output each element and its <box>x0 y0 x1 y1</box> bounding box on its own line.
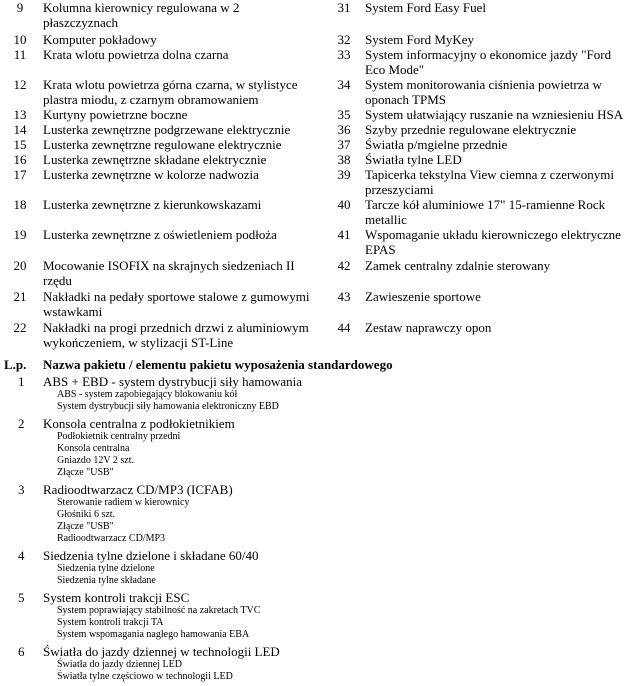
equipment-row-text <box>43 289 324 319</box>
equipment-row-line: Komputer pokładowy <box>43 32 157 47</box>
equipment-row-number: 22 <box>13 320 27 335</box>
equipment-row-text <box>365 47 632 77</box>
package-name-column-header: Nazwa pakietu / elementu pakietu wyposażenia standardowego <box>43 357 393 372</box>
equipment-row-number: 33 <box>337 47 351 62</box>
equipment-row-text <box>365 0 632 15</box>
package-entry <box>0 482 636 545</box>
equipment-row-number: 38 <box>337 152 351 167</box>
equipment-row-number: 17 <box>13 167 27 182</box>
equipment-row-number: 21 <box>13 289 27 304</box>
equipment-row-line: wstawkami <box>43 304 103 319</box>
equipment-row-line: plastra miodu, z czarnym obramowaniem <box>43 92 259 107</box>
equipment-row-line: oponach TPMS <box>365 92 447 107</box>
package-title: Radioodtwarzacz CD/MP3 (ICFAB) <box>43 482 233 497</box>
package-item: System poprawiający stabilność na zakretach TVC <box>57 605 261 616</box>
package-item: Konsola centralna <box>57 443 130 454</box>
equipment-row-text <box>43 47 324 62</box>
equipment-row-line: Wspomaganie układu kierowniczego elektryczne <box>365 227 621 242</box>
equipment-row-line: metallic <box>365 212 407 227</box>
equipment-row-line: Zamek centralny zdalnie sterowany <box>365 258 551 273</box>
equipment-row-line: przeszyciami <box>365 182 434 197</box>
package-number: 5 <box>18 590 25 605</box>
equipment-row-text <box>365 137 632 152</box>
equipment-row-number: 12 <box>13 77 27 92</box>
equipment-row-text <box>43 77 324 107</box>
package-item: Siedzenia tylne składane <box>57 575 156 586</box>
package-number: 3 <box>18 482 25 497</box>
package-item: System wspomagania nagłego hamowania EBA <box>57 629 250 640</box>
package-item: Gniazdo 12V 2 szt. <box>57 455 135 466</box>
equipment-row-number: 19 <box>13 227 27 242</box>
package-title: Siedzenia tylne dzielone i składane 60/40 <box>43 548 259 563</box>
equipment-row-line: Mocowanie ISOFIX na skrajnych siedzeniach II <box>43 258 295 273</box>
equipment-row-line: Lusterka zewnętrzne z kierunkowskazami <box>43 197 262 212</box>
equipment-row-line: Tapicerka tekstylna View ciemna z czerwonymi <box>365 167 614 182</box>
equipment-row-text <box>43 167 324 182</box>
equipment-row-number: 42 <box>337 258 351 273</box>
equipment-row-number: 40 <box>337 197 351 212</box>
equipment-row-number: 15 <box>13 137 27 152</box>
equipment-row-line: Zestaw naprawczy opon <box>365 320 492 335</box>
equipment-row-text <box>365 122 632 137</box>
equipment-row-line: Eco Mode" <box>365 62 425 77</box>
package-number: 2 <box>18 416 25 431</box>
equipment-row-line: Kurtyny powietrzne boczne <box>43 107 188 122</box>
equipment-row-text <box>43 107 324 122</box>
package-item: Światła tylne częściowo w technologii LED <box>57 671 233 682</box>
equipment-row-line: Lusterka zewnętrzne podgrzewane elektrycznie <box>43 122 291 137</box>
equipment-row-line: Tarcze kół aluminiowe 17" 15-ramienne Rock <box>365 197 606 212</box>
equipment-row-number: 44 <box>337 320 351 335</box>
equipment-row-line: rzędu <box>43 273 72 288</box>
equipment-row-line: System ułatwiający ruszanie na wzniesieniu HSA <box>365 107 624 122</box>
package-entry <box>0 416 636 479</box>
package-items <box>57 497 636 545</box>
equipment-row-text <box>365 152 632 167</box>
equipment-row-line: Zawieszenie sportowe <box>365 289 481 304</box>
packages-list <box>0 374 636 686</box>
equipment-row-line: EPAS <box>365 242 396 257</box>
equipment-row-text <box>43 227 324 242</box>
equipment-row-line: Lusterka zewnętrzne regulowane elektrycznie <box>43 137 282 152</box>
equipment-row-line: wykończeniem, w stylizacji ST-Line <box>43 335 234 350</box>
equipment-row-number: 14 <box>13 122 27 137</box>
package-number: 6 <box>18 644 25 659</box>
equipment-row-number: 9 <box>16 0 24 15</box>
package-item: Radioodtwarzacz CD/MP3 <box>57 533 166 544</box>
package-number: 4 <box>18 548 25 563</box>
equipment-row-text <box>365 258 632 273</box>
equipment-row-line: Nakładki na progi przednich drzwi z aluminiowym <box>43 320 309 335</box>
equipment-row-text <box>365 227 632 257</box>
equipment-row-line: Kolumna kierownicy regulowana w 2 <box>43 0 240 15</box>
package-item: ABS - system zapobiegający blokowaniu kół <box>57 389 238 400</box>
package-entry <box>0 590 636 641</box>
equipment-row-number: 13 <box>13 107 27 122</box>
package-item: Głośniki 6 szt. <box>57 509 116 520</box>
equipment-row-text <box>43 32 324 47</box>
equipment-row-line: System informacyjny o ekonomice jazdy "Ford <box>365 47 612 62</box>
equipment-row-text <box>43 122 324 137</box>
package-entry <box>0 644 636 683</box>
equipment-row-number: 43 <box>337 289 351 304</box>
equipment-row-text <box>43 137 324 152</box>
package-title: ABS + EBD - system dystrybucji siły hamowania <box>43 374 303 389</box>
equipment-row-text <box>43 320 324 350</box>
package-items <box>57 389 636 413</box>
equipment-row-line: Szyby przednie regulowane elektrycznie <box>365 122 577 137</box>
package-entry <box>0 374 636 413</box>
package-item: Światła do jazdy dziennej LED <box>57 659 182 670</box>
equipment-row-text <box>365 32 632 47</box>
equipment-row-number: 34 <box>337 77 351 92</box>
equipment-row-text <box>43 258 324 288</box>
package-item: System dystrybucji siły hamowania elektroniczny EBD <box>57 401 279 412</box>
equipment-row-text <box>365 289 632 304</box>
package-item: Sterowanie radiem w kierownicy <box>57 497 190 508</box>
package-item: Siedzenia tylne dzielone <box>57 563 155 574</box>
package-number: 1 <box>18 374 25 389</box>
equipment-row-text <box>43 197 324 212</box>
equipment-row-number: 35 <box>337 107 351 122</box>
equipment-row-line: Krata wlotu powietrza dolna czarna <box>43 47 229 62</box>
equipment-row-line: Lusterka zewnętrzne w kolorze nadwozia <box>43 167 259 182</box>
package-items <box>57 659 636 683</box>
equipment-row-line: Światła tylne LED <box>365 152 462 167</box>
package-title: Konsola centralna z podłokietnikiem <box>43 416 235 431</box>
equipment-row-line: System Ford Easy Fuel <box>365 0 486 15</box>
equipment-row-line: Lusterka zewnętrzne z oświetleniem podłoża <box>43 227 277 242</box>
equipment-row-number: 39 <box>337 167 351 182</box>
equipment-row-number: 41 <box>337 227 351 242</box>
equipment-row-number: 10 <box>13 32 27 47</box>
equipment-row-line: Światła p/mgielne przednie <box>365 137 508 152</box>
equipment-row-number: 32 <box>337 32 351 47</box>
equipment-row-number: 31 <box>337 0 351 15</box>
equipment-row-number: 36 <box>337 122 351 137</box>
equipment-row-text <box>365 320 632 335</box>
package-title: Światła do jazdy dziennej w technologii LED <box>43 644 280 659</box>
equipment-row-number: 18 <box>13 197 27 212</box>
equipment-row-text <box>43 152 324 167</box>
equipment-row-number: 16 <box>13 152 27 167</box>
equipment-row-text <box>365 77 632 107</box>
equipment-row-number: 20 <box>13 258 27 273</box>
equipment-row-line: Nakładki na pedały sportowe stalowe z gumowymi <box>43 289 310 304</box>
equipment-row-text <box>43 0 324 30</box>
package-item: Podłokietnik centralny przedni <box>57 431 181 442</box>
equipment-row-text <box>365 167 632 197</box>
package-items <box>57 563 636 587</box>
package-items <box>57 605 636 641</box>
equipment-row-line: System monitorowania ciśnienia powietrza w <box>365 77 602 92</box>
equipment-row-number: 11 <box>13 47 27 62</box>
equipment-row-text <box>365 197 632 227</box>
equipment-row-line: płaszczyznach <box>43 15 119 30</box>
equipment-row-text <box>365 107 632 122</box>
package-items <box>57 431 636 479</box>
equipment-row-line: Lusterka zewnętrzne składane elektrycznie <box>43 152 267 167</box>
package-title: System kontroli trakcji ESC <box>43 590 190 605</box>
package-entry <box>0 548 636 587</box>
lp-column-header: L.p. <box>4 357 27 372</box>
equipment-row-number: 37 <box>337 137 351 152</box>
package-item: Złącze "USB" <box>57 467 114 478</box>
package-item: Złącze "USB" <box>57 521 114 532</box>
equipment-row-line: System Ford MyKey <box>365 32 475 47</box>
equipment-row-line: Krata wlotu powietrza górna czarna, w stylistyce <box>43 77 298 92</box>
package-item: System kontroli trakcji TA <box>57 617 164 628</box>
